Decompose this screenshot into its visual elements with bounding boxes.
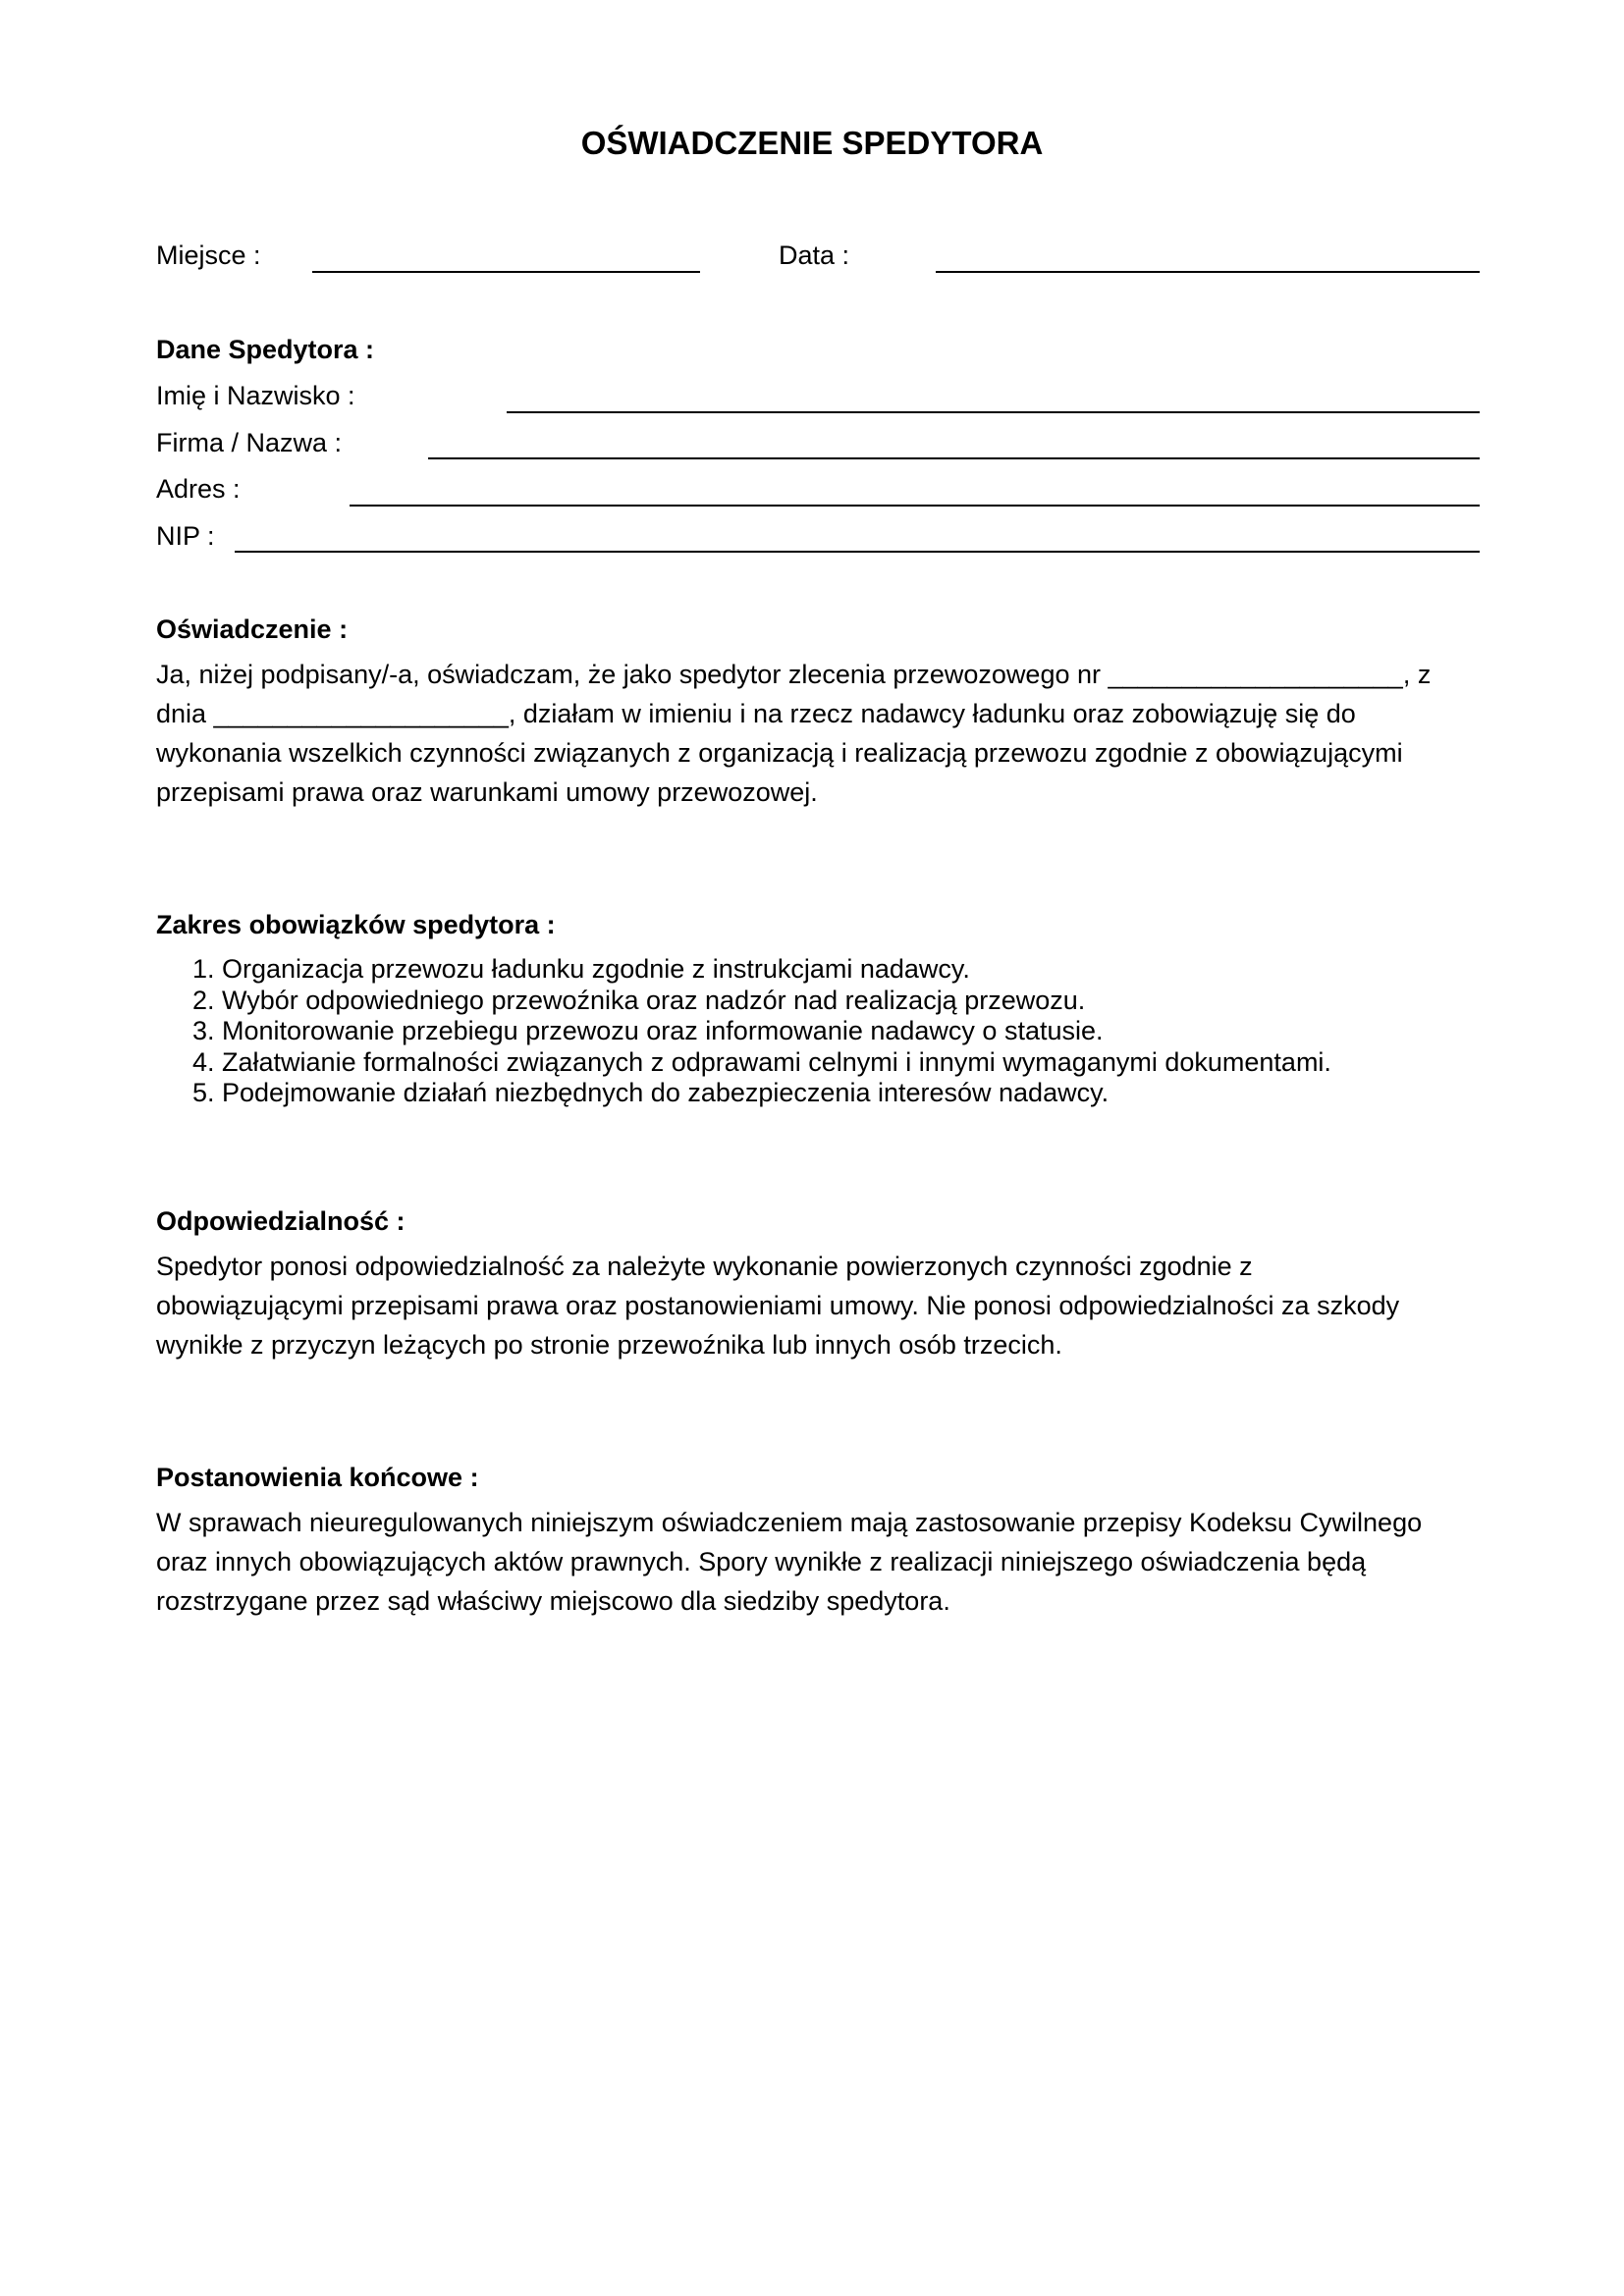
- list-item: 5. Podejmowanie działań niezbędnych do zabezpieczenia interesów nadawcy.: [192, 1078, 1110, 1107]
- nip-label: NIP :: [156, 521, 215, 551]
- list-item: 2. Wybór odpowiedniego przewoźnika oraz nadzór nad realizacją przewozu.: [192, 985, 1086, 1015]
- declaration-line: Ja, niżej podpisany/-a, oświadczam, że jako spedytor zlecenia przewozowego nr ____________________, z: [156, 660, 1432, 689]
- final-provisions-heading: Postanowienia końcowe :: [156, 1463, 479, 1492]
- document-title: OŚWIADCZENIE SPEDYTORA: [580, 125, 1044, 161]
- final-provisions-line: oraz innych obowiązujących aktów prawnych. Spory wynikłe z realizacji niniejszego oświadczenia będą: [156, 1547, 1367, 1576]
- final-provisions-paragraph: [156, 1503, 1491, 1621]
- nip-field-line[interactable]: [235, 551, 1480, 553]
- declaration-line: przepisami prawa oraz warunkami umowy przewozowej.: [156, 777, 818, 807]
- forwarder-data-heading: Dane Spedytora :: [156, 335, 375, 364]
- liability-line: obowiązującymi przepisami prawa oraz postanowieniami umowy. Nie ponosi odpowiedzialności za szkody: [156, 1291, 1400, 1320]
- name-field-line[interactable]: [507, 411, 1480, 413]
- declaration-line: dnia ____________________, działam w imieniu i na rzecz nadawcy ładunku oraz zobowiązuję się do: [156, 699, 1356, 728]
- declaration-paragraph: [156, 655, 1491, 812]
- liability-line: Spedytor ponosi odpowiedzialność za należyte wykonanie powierzonych czynności zgodnie z: [156, 1252, 1253, 1281]
- place-field-line[interactable]: [312, 271, 700, 273]
- list-item: 3. Monitorowanie przebiegu przewozu oraz informowanie nadawcy o statusie.: [192, 1016, 1104, 1045]
- date-field-line[interactable]: [936, 271, 1480, 273]
- declaration-heading: Oświadczenie :: [156, 614, 349, 644]
- address-label: Adres :: [156, 474, 241, 504]
- place-label: Miejsce :: [156, 240, 261, 270]
- liability-line: wynikłe z przyczyn leżących po stronie przewoźnika lub innych osób trzecich.: [156, 1330, 1062, 1360]
- list-item: 4. Załatwianie formalności związanych z odprawami celnymi i innymi wymaganymi dokumentami.: [192, 1046, 1331, 1077]
- list-item: 1. Organizacja przewozu ładunku zgodnie z instrukcjami nadawcy.: [192, 954, 970, 984]
- address-field-line[interactable]: [350, 505, 1480, 507]
- declaration-line: wykonania wszelkich czynności związanych z organizacją i realizacją przewozu zgodnie z obowiązującymi: [156, 738, 1403, 768]
- company-field-line[interactable]: [428, 457, 1480, 459]
- final-provisions-line: rozstrzygane przez sąd właściwy miejscowo dla siedziby spedytora.: [156, 1586, 950, 1616]
- duties-heading: Zakres obowiązków spedytora :: [156, 910, 556, 939]
- final-provisions-line: W sprawach nieuregulowanych niniejszym oświadczeniem mają zastosowanie przepisy Kodeksu Cywilnego: [156, 1508, 1423, 1537]
- date-label: Data :: [779, 240, 850, 270]
- company-label: Firma / Nazwa :: [156, 428, 343, 457]
- name-label: Imię i Nazwisko :: [156, 381, 355, 410]
- duties-list: [192, 954, 1469, 1109]
- liability-paragraph: [156, 1247, 1491, 1364]
- liability-heading: Odpowiedzialność :: [156, 1206, 406, 1236]
